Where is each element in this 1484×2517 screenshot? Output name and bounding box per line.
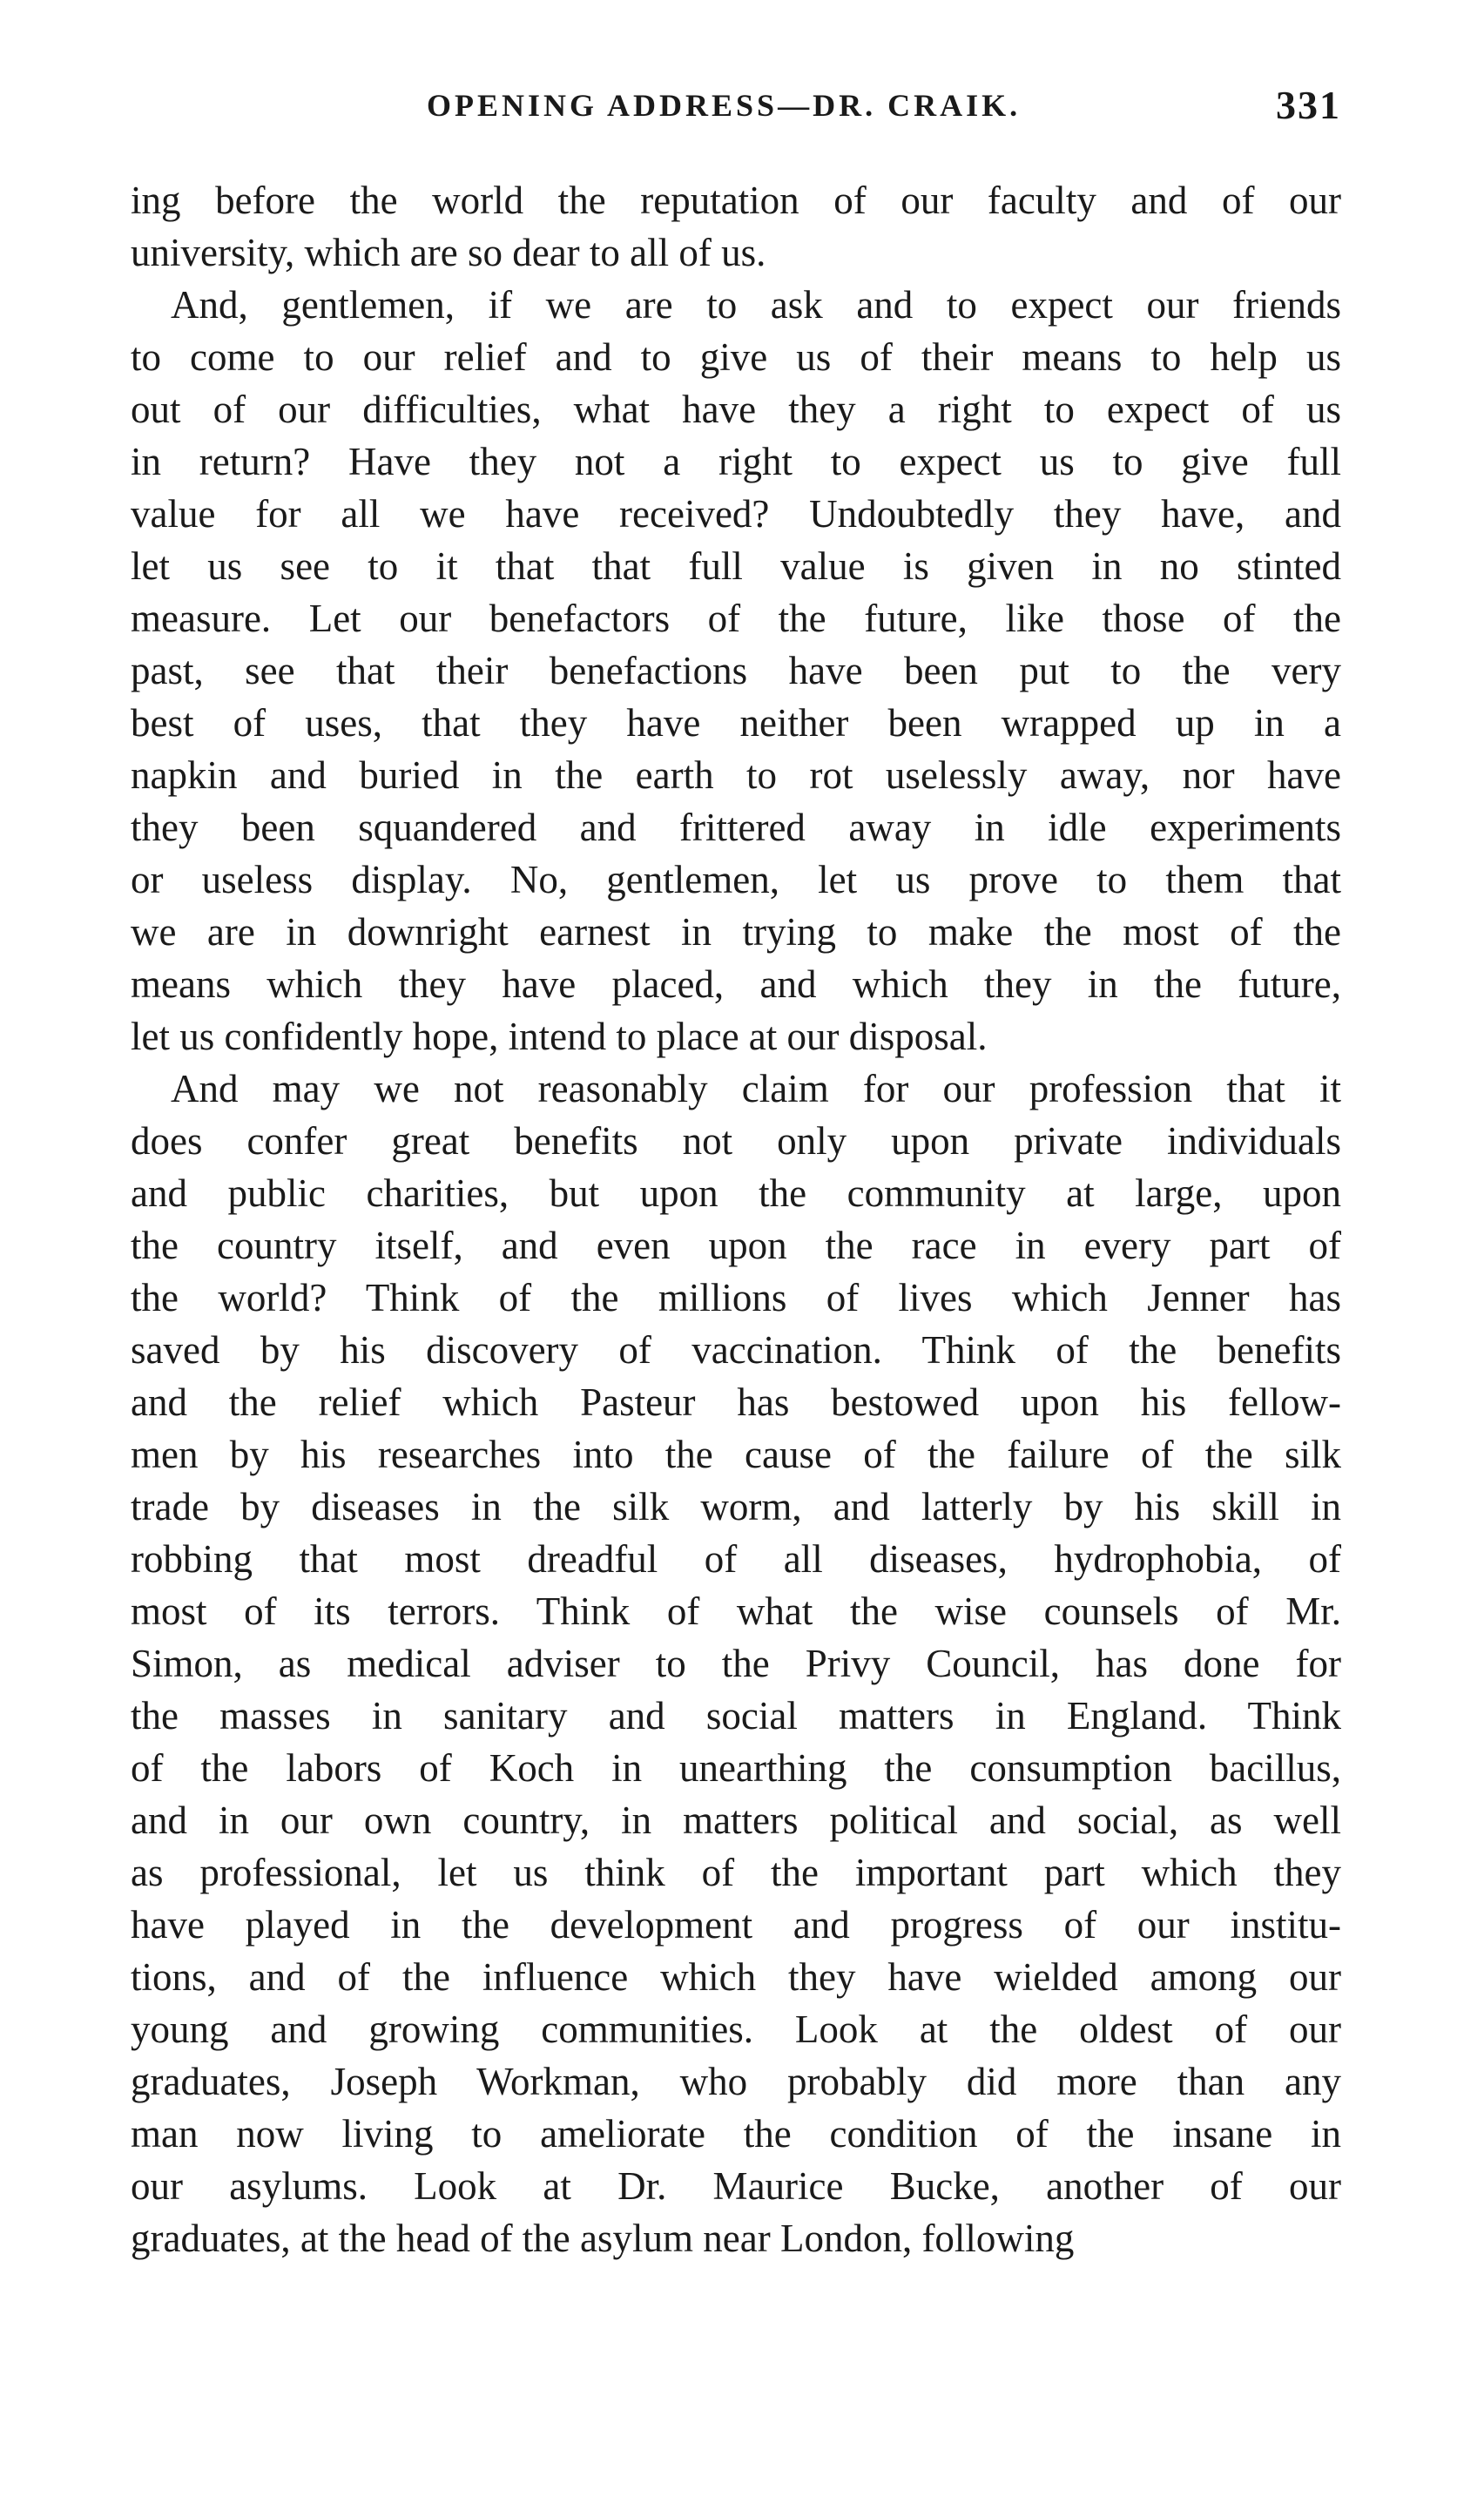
page-number: 331 (1276, 83, 1341, 127)
text-line: and in our own country, in matters political and social, as well (131, 1798, 1341, 1842)
text-line: of the labors of Koch in unearthing the consumption bacillus, (131, 1746, 1341, 1790)
text-line: robbing that most dreadful of all diseases, hydrophobia, of (131, 1537, 1341, 1581)
text-line: they been squandered and frittered away in idle experiments (131, 806, 1341, 849)
text-line: or useless display. No, gentlemen, let us prove to them that (131, 858, 1341, 901)
text-line: And may we not reasonably claim for our profession that it (171, 1067, 1341, 1110)
text-line: and public charities, but upon the community at large, upon (131, 1171, 1341, 1215)
text-line: have played in the development and progress of our institu- (131, 1903, 1341, 1947)
body-text (131, 174, 1341, 2264)
text-line: saved by his discovery of vaccination. Think of the benefits (131, 1328, 1341, 1372)
text-line: as professional, let us think of the important part which they (131, 1851, 1341, 1894)
text-line: napkin and buried in the earth to rot uselessly away, nor have (131, 753, 1341, 797)
paragraph (131, 1063, 1341, 2264)
running-head (131, 83, 1341, 139)
text-line: let us confidently hope, intend to place at our disposal. (131, 1015, 988, 1058)
text-line: graduates, Joseph Workman, who probably did more than any (131, 2060, 1341, 2103)
text-line: and the relief which Pasteur has bestowed upon his fellow- (131, 1380, 1341, 1424)
text-line: we are in downright earnest in trying to make the most of the (131, 910, 1341, 954)
text-line: does confer great benefits not only upon private individuals (131, 1119, 1341, 1163)
text-line: university, which are so dear to all of us. (131, 231, 766, 274)
text-line: men by his researches into the cause of the failure of the silk (131, 1433, 1341, 1476)
text-line: measure. Let our benefactors of the future, like those of the (131, 597, 1341, 640)
text-line: ing before the world the reputation of our faculty and of our (131, 179, 1341, 222)
text-line: best of uses, that they have neither been wrapped up in a (131, 701, 1341, 745)
text-line: in return? Have they not a right to expect us to give full (131, 440, 1341, 483)
text-line: young and growing communities. Look at the oldest of our (131, 2008, 1341, 2051)
text-line: the masses in sanitary and social matters in England. Think (131, 1694, 1341, 1738)
text-line: our asylums. Look at Dr. Maurice Bucke, another of our (131, 2164, 1341, 2208)
text-line: Simon, as medical adviser to the Privy Council, has done for (131, 1642, 1341, 1685)
text-line: let us see to it that that full value is given in no stinted (131, 544, 1341, 588)
running-head-title: OPENING ADDRESS—DR. CRAIK. (427, 88, 1022, 123)
text-line: graduates, at the head of the asylum near London, following (131, 2217, 1075, 2260)
text-line: trade by diseases in the silk worm, and latterly by his skill in (131, 1485, 1341, 1528)
text-line: man now living to ameliorate the condition of the insane in (131, 2112, 1341, 2156)
text-line: the country itself, and even upon the race in every part of (131, 1224, 1341, 1267)
text-line: means which they have placed, and which they in the future, (131, 962, 1341, 1006)
text-line: to come to our relief and to give us of their means to help us (131, 335, 1341, 379)
text-line: past, see that their benefactions have been put to the very (131, 649, 1341, 692)
paragraph (131, 279, 1341, 1063)
text-line: tions, and of the influence which they have wielded among our (131, 1955, 1341, 1999)
text-line: And, gentlemen, if we are to ask and to expect our friends (171, 283, 1341, 327)
text-line: out of our difficulties, what have they a right to expect of us (131, 388, 1341, 431)
text-line: most of its terrors. Think of what the wise counsels of Mr. (131, 1589, 1341, 1633)
text-line: the world? Think of the millions of lives which Jenner has (131, 1276, 1341, 1319)
text-line: value for all we have received? Undoubtedly they have, and (131, 492, 1341, 536)
paragraph (131, 174, 1341, 279)
